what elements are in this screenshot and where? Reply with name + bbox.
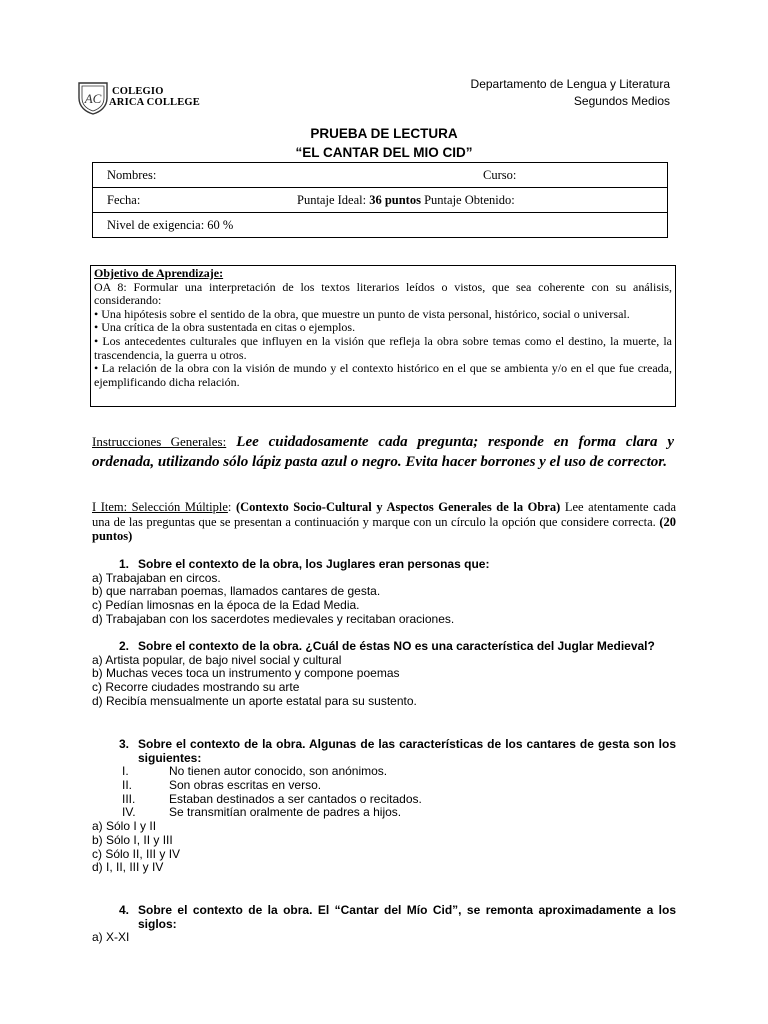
statement-row: [92, 806, 676, 820]
obtained-score-label: Puntaje Obtenido:: [424, 193, 515, 207]
question-number: 4.: [119, 903, 130, 917]
student-info-table: [92, 162, 668, 238]
objective-bullet: • La relación de la obra con la visión de mundo y el contexto histórico en el que se ambienta y/o en el que fue creada, ejemplificando dicha relación.: [94, 361, 672, 389]
objective-bullet: • Los antecedentes culturales que influyen en la visión que refleja la obra sobre temas como el destino, la muerte, la trascendencia, la guerra u otros.: [94, 333, 672, 362]
question-2: [92, 640, 676, 709]
question-number: 2.: [119, 639, 130, 653]
objective-heading: Objetivo de Aprendizaje:: [94, 266, 224, 280]
question-stem: [111, 738, 676, 765]
item-subtitle: (Contexto Socio-Cultural y Aspectos Generales de la Obra): [235, 500, 561, 514]
statement-text: No tienen autor conocido, son anónimos.: [169, 764, 388, 779]
statement-row: [92, 765, 676, 779]
question-4: [92, 904, 676, 945]
logo-line-colegio: COLEGIO: [112, 86, 164, 97]
question-number: 3.: [119, 737, 130, 751]
question-number: 1.: [119, 557, 130, 571]
question-stem: [111, 558, 676, 572]
question-1: [92, 558, 676, 627]
answer-option-b[interactable]: b) Muchas veces toca un instrumento y compone poemas: [92, 666, 400, 681]
department-name: Departamento de Lengua y Literatura: [470, 77, 670, 91]
ideal-score-value: 36 puntos: [369, 193, 421, 207]
course-label: Curso:: [483, 168, 517, 182]
statement-numeral: III.: [122, 791, 136, 806]
department-block: [471, 76, 670, 110]
item-points: (20 puntos): [92, 514, 676, 543]
requirement-level: Nivel de exigencia: 60 %: [107, 218, 234, 232]
objective-bullet: • Una hipótesis sobre el sentido de la obra, que muestre un punto de vista personal, histórico, social o universal.: [94, 306, 630, 321]
objective-intro: OA 8: Formular una interpretación de los textos literarios leídos o vistos, que sea coherente con su análisis, considerando:: [94, 279, 672, 308]
item-colon: :: [227, 500, 232, 514]
question-stem: [111, 904, 676, 931]
item-label: I Item: Selección Múltiple: [92, 500, 228, 514]
question-text: Sobre el contexto de la obra, los Juglares eran personas que:: [138, 557, 490, 571]
requirement-row: [93, 213, 668, 238]
score-info: [297, 188, 515, 212]
statement-text: Son obras escritas en verso.: [169, 778, 322, 793]
answer-option-b[interactable]: b) que narraban poemas, llamados cantares de gesta.: [92, 584, 381, 599]
answer-option-d[interactable]: d) Trabajaban con los sacerdotes medievales y recitaban oraciones.: [92, 611, 455, 626]
exam-title: PRUEBA DE LECTURA: [310, 126, 458, 141]
answer-option-d[interactable]: d) Recibía mensualmente un aporte estatal para su sustento.: [92, 693, 417, 708]
statement-numeral: I.: [122, 764, 129, 779]
learning-objective-box: [90, 265, 676, 407]
answer-option-a[interactable]: a) Sólo I y II: [92, 819, 157, 834]
statement-text: Estaban destinados a ser cantados o recitados.: [169, 791, 422, 806]
statement-text: Se transmitían oralmente de padres a hijos.: [169, 805, 402, 820]
shield-crest-icon: [76, 80, 110, 116]
question-3: [92, 738, 676, 875]
question-text: Sobre el contexto de la obra. ¿Cuál de éstas NO es una característica del Juglar Medieval?: [138, 639, 655, 653]
answer-option-b[interactable]: b) Sólo I, II y III: [92, 832, 173, 847]
svg-text:AC: AC: [84, 91, 102, 106]
answer-option-c[interactable]: c) Recorre ciudades mostrando su arte: [92, 680, 300, 695]
instructions-text: Lee cuidadosamente cada pregunta; responde en forma clara y ordenada, utilizando sólo lápiz pasta azul o negro. Evita hacer borrones y el uso de corrector.: [92, 434, 675, 470]
date-row[interactable]: [93, 188, 668, 213]
answer-option-c[interactable]: c) Sólo II, III y IV: [92, 846, 181, 861]
exam-subtitle: “EL CANTAR DEL MIO CID”: [295, 145, 473, 160]
logo-line-school-name: ARICA COLLEGE: [109, 97, 200, 108]
names-row[interactable]: [93, 163, 668, 188]
answer-option-c[interactable]: c) Pedían limosnas en la época de la Edad Media.: [92, 598, 360, 613]
item-instructions: Lee atentamente cada una de las preguntas que se presentan a continuación y marque con un círculo la opción que considere correcta.: [92, 500, 677, 529]
objective-bullet: • Una crítica de la obra sustentada en citas o ejemplos.: [94, 320, 356, 335]
date-label: Fecha:: [107, 193, 141, 207]
statement-row: [92, 779, 676, 793]
school-logo: [76, 80, 206, 116]
instructions-label: Instrucciones Generales:: [92, 434, 227, 449]
statement-numeral: IV.: [122, 805, 136, 820]
answer-option-a[interactable]: a) X-XI: [92, 930, 130, 945]
names-label: Nombres:: [107, 168, 157, 182]
answer-option-a[interactable]: a) Artista popular, de bajo nivel social y cultural: [92, 652, 342, 667]
general-instructions: [92, 432, 674, 472]
question-text: Sobre el contexto de la obra. El “Cantar del Mío Cid”, se remonta aproximadamente a los siglos:: [138, 903, 676, 931]
question-stem: [111, 640, 676, 654]
ideal-score-label: Puntaje Ideal:: [297, 193, 367, 207]
grade-level: Segundos Medios: [573, 94, 670, 108]
answer-option-a[interactable]: a) Trabajaban en circos.: [92, 570, 221, 585]
statement-numeral: II.: [122, 778, 133, 793]
question-text: Sobre el contexto de la obra. Algunas de las características de los cantares de gesta son los siguientes:: [138, 737, 676, 765]
statement-row: [92, 793, 676, 807]
item-one-header: [92, 500, 676, 544]
answer-option-d[interactable]: d) I, II, III y IV: [92, 860, 164, 875]
